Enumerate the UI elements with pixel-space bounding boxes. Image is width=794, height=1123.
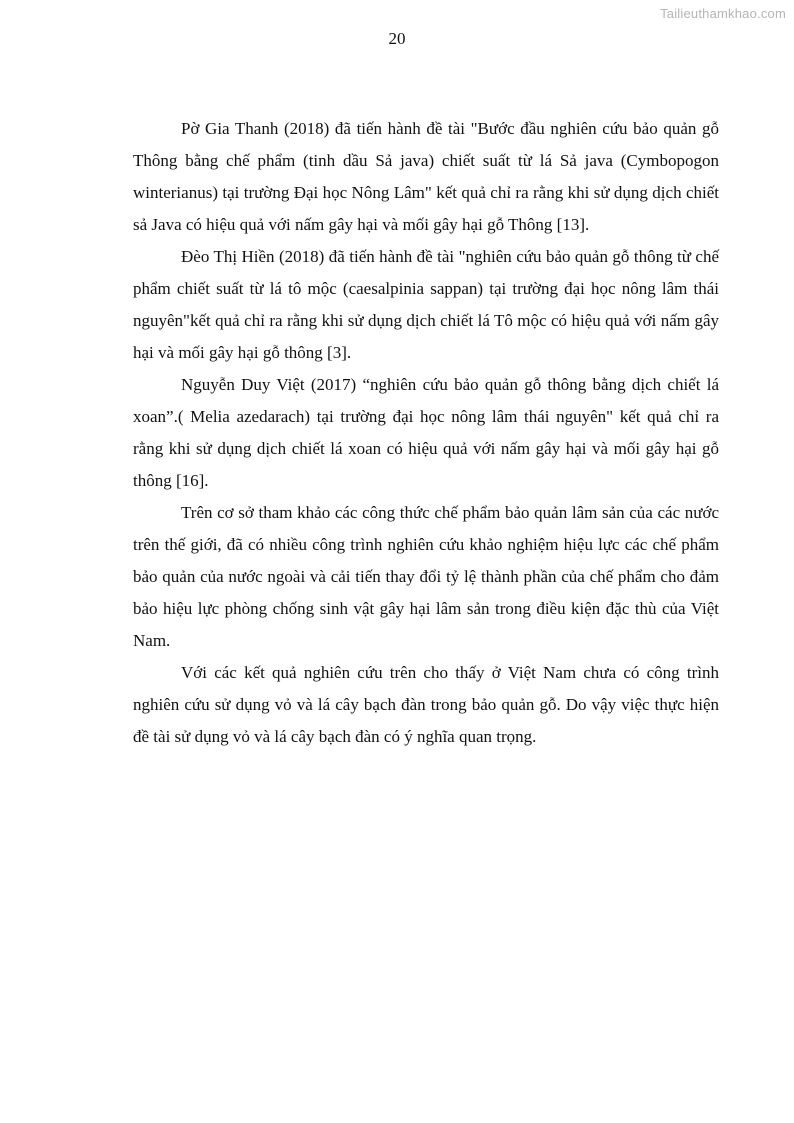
paragraph: Trên cơ sở tham khảo các công thức chế phẩm bảo quản lâm sản của các nước trên thế giới, đã có nhiều công trình nghiên cứu khảo nghiệm hiệu lực các chế phẩm bảo quản của nước ngoài và cải tiến thay đổi tỷ lệ thành phần của chế phẩm cho đảm bảo hiệu lực phòng chống sinh vật gây hại lâm sản trong điều kiện đặc thù của Việt Nam.	[133, 503, 719, 650]
paragraph: Pờ Gia Thanh (2018) đã tiến hành đề tài "Bước đầu nghiên cứu bảo quản gỗ Thông bằng chế phẩm (tinh dầu Sả java) chiết suất từ lá Sả java (Cymbopogon winterianus) tại trường Đại học Nông Lâm" kết quả chỉ ra rằng khi sử dụng dịch chiết sả Java có hiệu quả với nấm gây hại và mối gây hại gỗ Thông [13].	[133, 119, 719, 234]
document-body	[133, 113, 719, 753]
page-number: 20	[388, 29, 406, 48]
paragraph: Nguyễn Duy Việt (2017) “nghiên cứu bảo quản gỗ thông bằng dịch chiết lá xoan”.( Melia azedarach) tại trường đại học nông lâm thái nguyên" kết quả chỉ ra rằng khi sử dụng dịch chiết lá xoan có hiệu quả với nấm gây hại và mối gây hại gỗ thông [16].	[133, 375, 719, 490]
paragraph: Đèo Thị Hiền (2018) đã tiến hành đề tài "nghiên cứu bảo quản gỗ thông từ chế phẩm chiết suất từ lá tô mộc (caesalpinia sappan) tại trường đại học nông lâm thái nguyên"kết quả chỉ ra rằng khi sử dụng dịch chiết lá Tô mộc có hiệu quả với nấm gây hại và mối gây hại gỗ thông [3].	[133, 247, 719, 362]
paragraph: Với các kết quả nghiên cứu trên cho thấy ở Việt Nam chưa có công trình nghiên cứu sử dụng vỏ và lá cây bạch đàn trong bảo quản gỗ. Do vậy việc thực hiện đề tài sử dụng vỏ và lá cây bạch đàn có ý nghĩa quan trọng.	[133, 663, 719, 746]
watermark: Tailieuthamkhao.com	[660, 6, 786, 21]
